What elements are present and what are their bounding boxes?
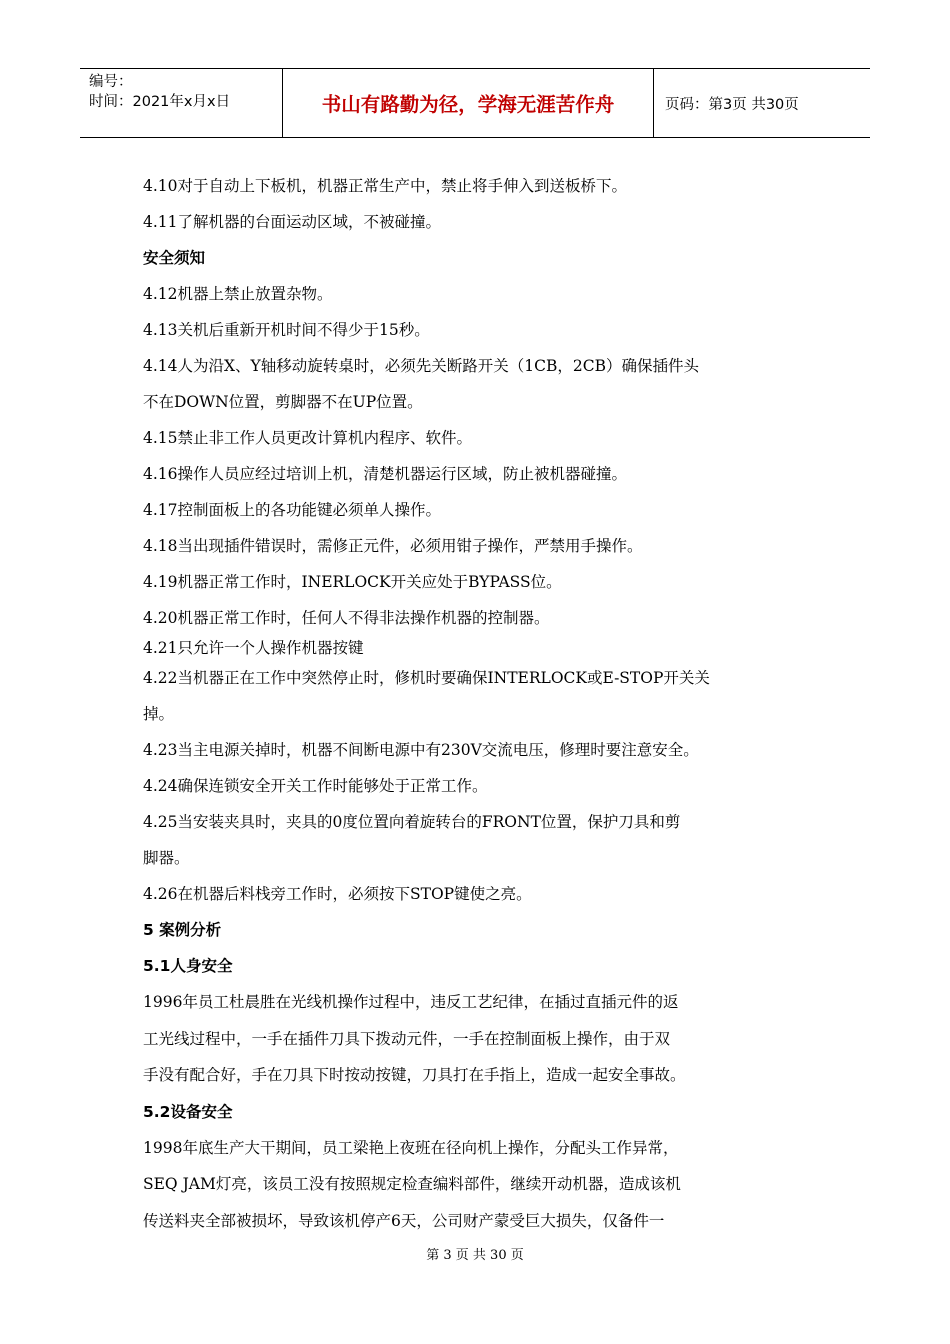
- item-4-18: 4.18当出现插件错误时，需修正元件，必须用钳子操作，严禁用手操作。: [143, 537, 643, 555]
- case-personal-line-1: 1996年员工杜晨胜在光线机操作过程中，违反工艺纪律，在插过直插元件的返: [143, 993, 679, 1011]
- case-personal-line-3: 手没有配合好，手在刀具下时按动按键，刀具打在手指上，造成一起安全事故。: [143, 1066, 686, 1084]
- item-4-14: 4.14人为沿X、Y轴移动旋转桌时，必须先关断路开关（1CB，2CB）确保插件头: [143, 357, 700, 375]
- case-personal-line-2: 工光线过程中，一手在插件刀具下拨动元件，一手在控制面板上操作，由于双: [143, 1029, 671, 1048]
- case-equipment-line-3: 传送料夹全部被损坏，导致该机停产6天，公司财产蒙受巨大损失，仅备件一: [143, 1211, 665, 1230]
- item-4-22-cont: 掉。: [143, 705, 175, 723]
- document-number: 编号：: [89, 74, 133, 90]
- item-4-12: 4.12机器上禁止放置杂物。: [143, 285, 333, 303]
- case-equipment-line-1: 1998年底生产大干期间，员工梁艳上夜班在径向机上操作，分配头工作异常，: [143, 1138, 679, 1157]
- header-motto: 书山有路勤为径，学海无涯苦作舟: [282, 69, 654, 137]
- section-heading-personal-safety: 5.1人身安全: [143, 957, 233, 975]
- case-equipment-line-2: SEQ JAM灯亮，该员工没有按照规定检查编料部件，继续开动机器，造成该机: [143, 1175, 681, 1193]
- item-4-21: 4.21只允许一个人操作机器按键: [143, 639, 364, 657]
- item-4-23: 4.23当主电源关掉时，机器不间断电源中有230V交流电压，修理时要注意安全。: [143, 741, 699, 759]
- header-meta: [80, 69, 282, 137]
- item-4-19: 4.19机器正常工作时，INERLOCK开关应处于BYPASS位。: [143, 573, 562, 591]
- document-date: 时间：2021年x月x日: [89, 94, 231, 110]
- item-4-17: 4.17控制面板上的各功能键必须单人操作。: [143, 501, 442, 519]
- item-4-14-cont: 不在DOWN位置，剪脚器不在UP位置。: [143, 393, 423, 411]
- section-heading-equipment-safety: 5.2设备安全: [143, 1102, 233, 1121]
- item-4-25-cont: 脚器。: [143, 849, 190, 867]
- section-heading-case-analysis: 5 案例分析: [143, 921, 222, 939]
- item-4-24: 4.24确保连锁安全开关工作时能够处于正常工作。: [143, 777, 488, 795]
- header-page-number: 页码：第3页 共30页: [665, 96, 799, 113]
- item-4-26: 4.26在机器后料栈旁工作时，必须按下STOP键使之亮。: [143, 885, 532, 903]
- item-4-16: 4.16操作人员应经过培训上机，清楚机器运行区域，防止被机器碰撞。: [143, 465, 628, 483]
- document-body: [143, 168, 813, 1239]
- item-4-13: 4.13关机后重新开机时间不得少于15秒。: [143, 321, 430, 339]
- item-4-20: 4.20机器正常工作时，任何人不得非法操作机器的控制器。: [143, 609, 550, 627]
- item-4-11: 4.11了解机器的台面运动区域，不被碰撞。: [143, 213, 442, 231]
- item-4-25: 4.25当安装夹具时，夹具的0度位置向着旋转台的FRONT位置，保护刀具和剪: [143, 813, 681, 831]
- item-4-15: 4.15禁止非工作人员更改计算机内程序、软件。: [143, 429, 473, 447]
- item-4-22: 4.22当机器正在工作中突然停止时，修机时要确保INTERLOCK或E-STOP开关关: [143, 669, 710, 687]
- page-header: [80, 68, 870, 138]
- item-4-10: 4.10对于自动上下板机，机器正常生产中，禁止将手伸入到送板桥下。: [143, 177, 628, 195]
- section-heading-safety: 安全须知: [143, 249, 206, 267]
- page-footer: 第 3 页 共 30 页: [426, 1248, 524, 1263]
